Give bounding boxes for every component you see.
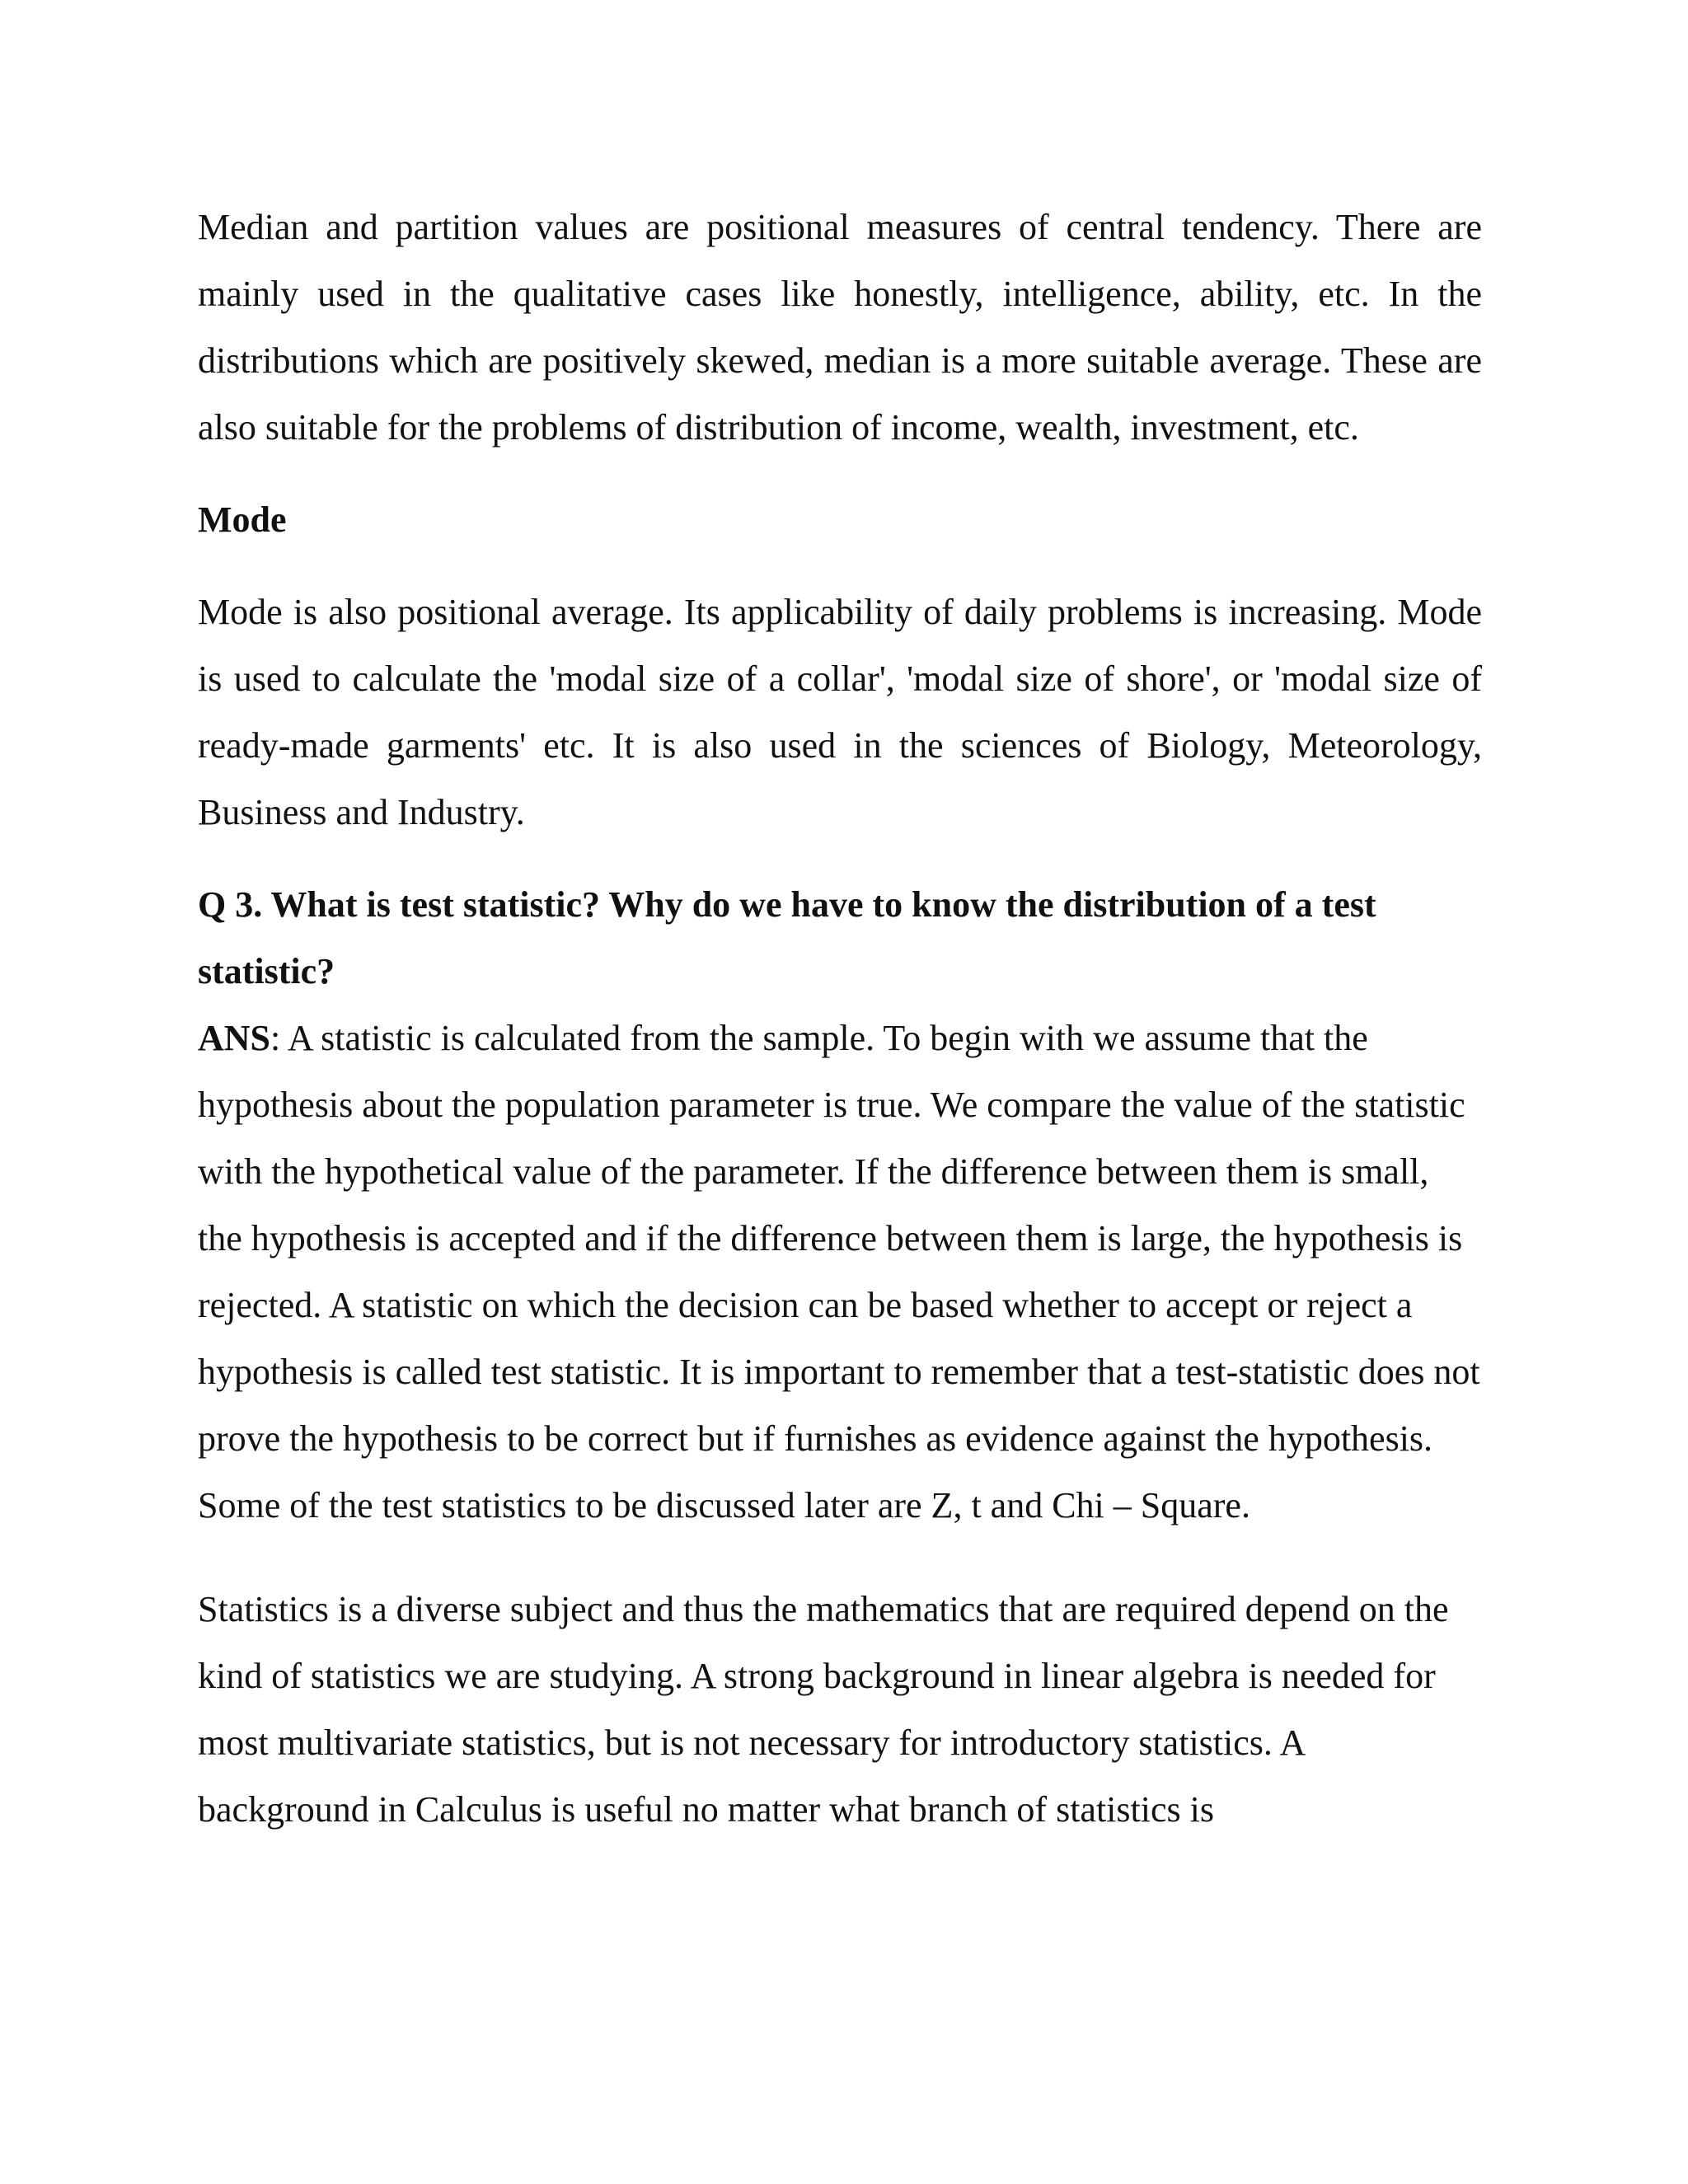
document-body — [198, 194, 1482, 1843]
answer-paragraph — [198, 1005, 1482, 1539]
answer-text: : A statistic is calculated from the sample. To begin with we assume that the hypothesis about the population parameter is true. We compare the value of the statistic with the hypothetical value of the parameter. If the difference between them is small, the hypothesis is accepted and if the difference between them is large, the hypothesis is rejected. A statistic on which the decision can be based whether to accept or reject a hypothesis is called test statistic. It is important to remember that a test-statistic does not prove the hypothesis to be correct but if furnishes as evidence against the hypothesis. Some of the test statistics to be discussed later are Z, t and Chi – Square. — [198, 1018, 1480, 1526]
paragraph-statistics-mathematics: Statistics is a diverse subject and thus the mathematics that are required depend on the kind of statistics we are studying. A strong background in linear algebra is needed for most multivariate statistics, but is not necessary for introductory statistics. A background in Calculus is useful no matter what branch of statistics is — [198, 1589, 1449, 1830]
question-3-heading: Q 3. What is test statistic? Why do we have to know the distribution of a test statistic? — [198, 884, 1376, 991]
paragraph-median-partition: Median and partition values are positional measures of central tendency. There are mainly used in the qualitative cases like honestly, intelligence, ability, etc. In the distributions which are positively skewed, median is a more suitable average. These are also suitable for the problems of distribution of income, wealth, investment, etc. — [198, 207, 1482, 448]
heading-mode: Mode — [198, 499, 287, 540]
paragraph-mode: Mode is also positional average. Its applicability of daily problems is increasing. Mode is used to calculate the 'modal size of a collar', 'modal size of shore', or 'modal size of ready-made garments' etc. It is also used in the sciences of Biology, Meteorology, Business and Industry. — [198, 592, 1482, 832]
answer-label: ANS — [198, 1018, 271, 1058]
